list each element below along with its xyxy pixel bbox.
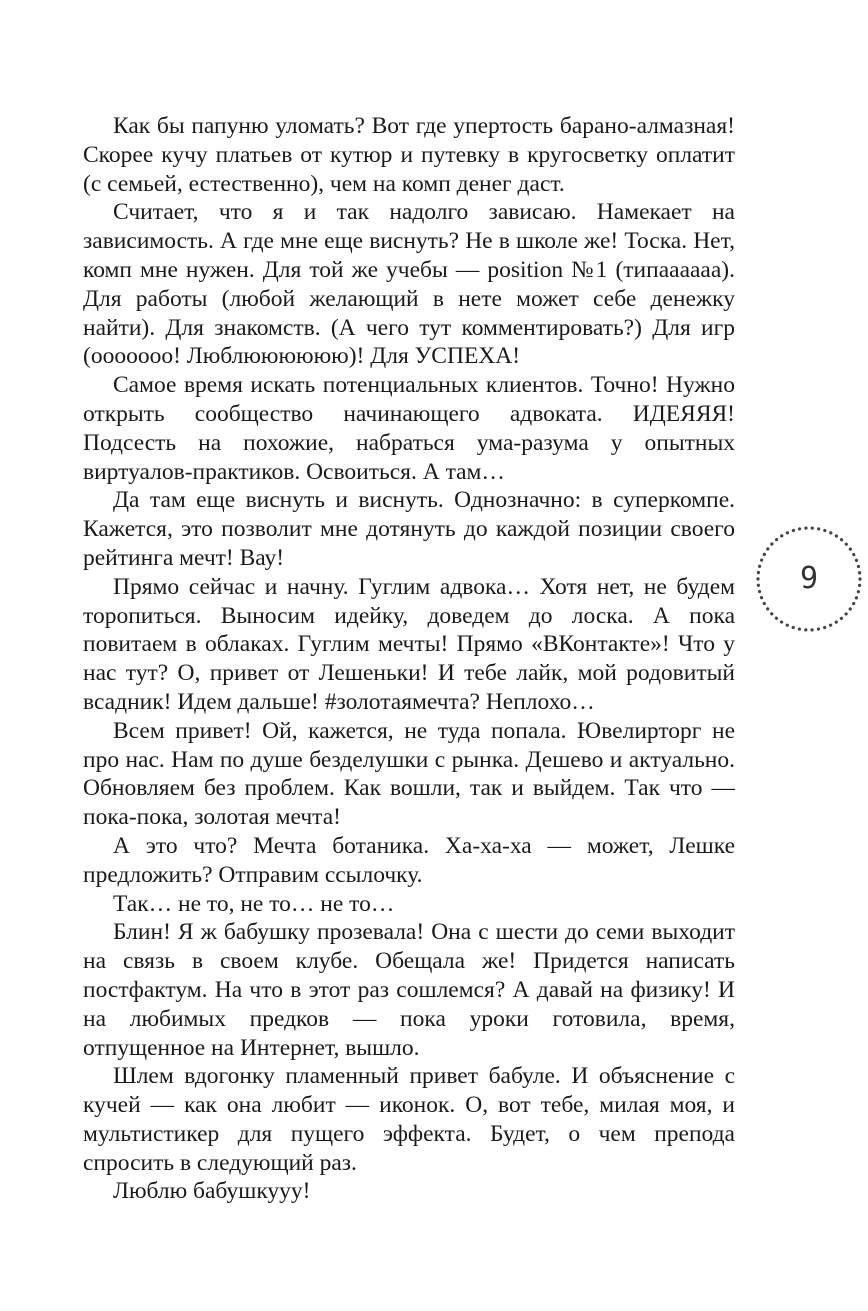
paragraph: Так… не то, не то… не то… <box>113 890 395 917</box>
paragraph: Считает, что я и так надолго зависаю. Намекает на зависимость. А где мне еще виснуть? Не в школе же! Тоска. Нет, комп мне нужен. Для той же учебы — position №1 (типаааааа). Для работы (любой желающий в нете может себе денежку найти). Для знакомств. (А чего тут комментировать?) Для игр (ооооооо! Люблюююююю)! Для УСПЕХА! <box>83 199 735 370</box>
paragraph: Прямо сейчас и начну. Гуглим адвока… Хотя нет, не будем торопиться. Выносим идейку, доведем до лоска. А пока повитаем в облаках. Гуглим мечты! Прямо «ВКонтакте»! Что у нас тут? О, привет от Лешеньки! И тебе лайк, мой родовитый всадник! Идем дальше! #золотаямечта? Неплохо… <box>83 573 735 715</box>
paragraph: А это что? Мечта ботаника. Ха-ха-ха — может, Лешке предложить? Отправим ссылочку. <box>83 832 735 888</box>
paragraph: Да там еще виснуть и виснуть. Однозначно: в суперкомпе. Кажется, это позволит мне дотянуть до каждой позиции своего рейтинга мечт! Вау! <box>83 487 735 571</box>
paragraph: Всем привет! Ой, кажется, не туда попала. Ювелирторг не про нас. Нам по душе безделушки с рынка. Дешево и актуально. Обновляем без проблем. Как вошли, так и выйдем. Так что — пока-пока, золотая мечта! <box>83 717 735 831</box>
paragraph: Люблю бабушкууу! <box>113 1178 311 1205</box>
paragraph: Блин! Я ж бабушку прозевала! Она с шести до семи выходит на связь в своем клубе. Обещала же! Придется написать постфактум. На что в этот раз сошлемся? А давай на физику! И на любимых предков — пока уроки готовила, время, отпущенное на Интернет, вышло. <box>83 919 735 1061</box>
page-number: 9 <box>799 561 819 596</box>
page-body-text <box>83 112 735 1206</box>
paragraph: Самое время искать потенциальных клиентов. Точно! Нужно открыть сообщество начинающего адвоката. ИДЕЯЯЯ! Подсесть на похожие, набраться ума-разума у опытных виртуалов-практиков. Освоиться. А там… <box>83 372 735 485</box>
paragraph: Шлем вдогонку пламенный привет бабуле. И объяснение с кучей — как она любит — иконок. О, вот тебе, милая моя, и мультистикер для пущего эффекта. Будет, о чем препода спросить в следующий раз. <box>83 1063 735 1176</box>
paragraph: Как бы папуню уломать? Вот где упертость барано-алмазная! Скорее кучу платьев от кутюр и путевку в кругосветку оплатит (с семьей, естественно), чем на комп денег даст. <box>83 113 735 197</box>
page-number-badge <box>754 524 864 634</box>
